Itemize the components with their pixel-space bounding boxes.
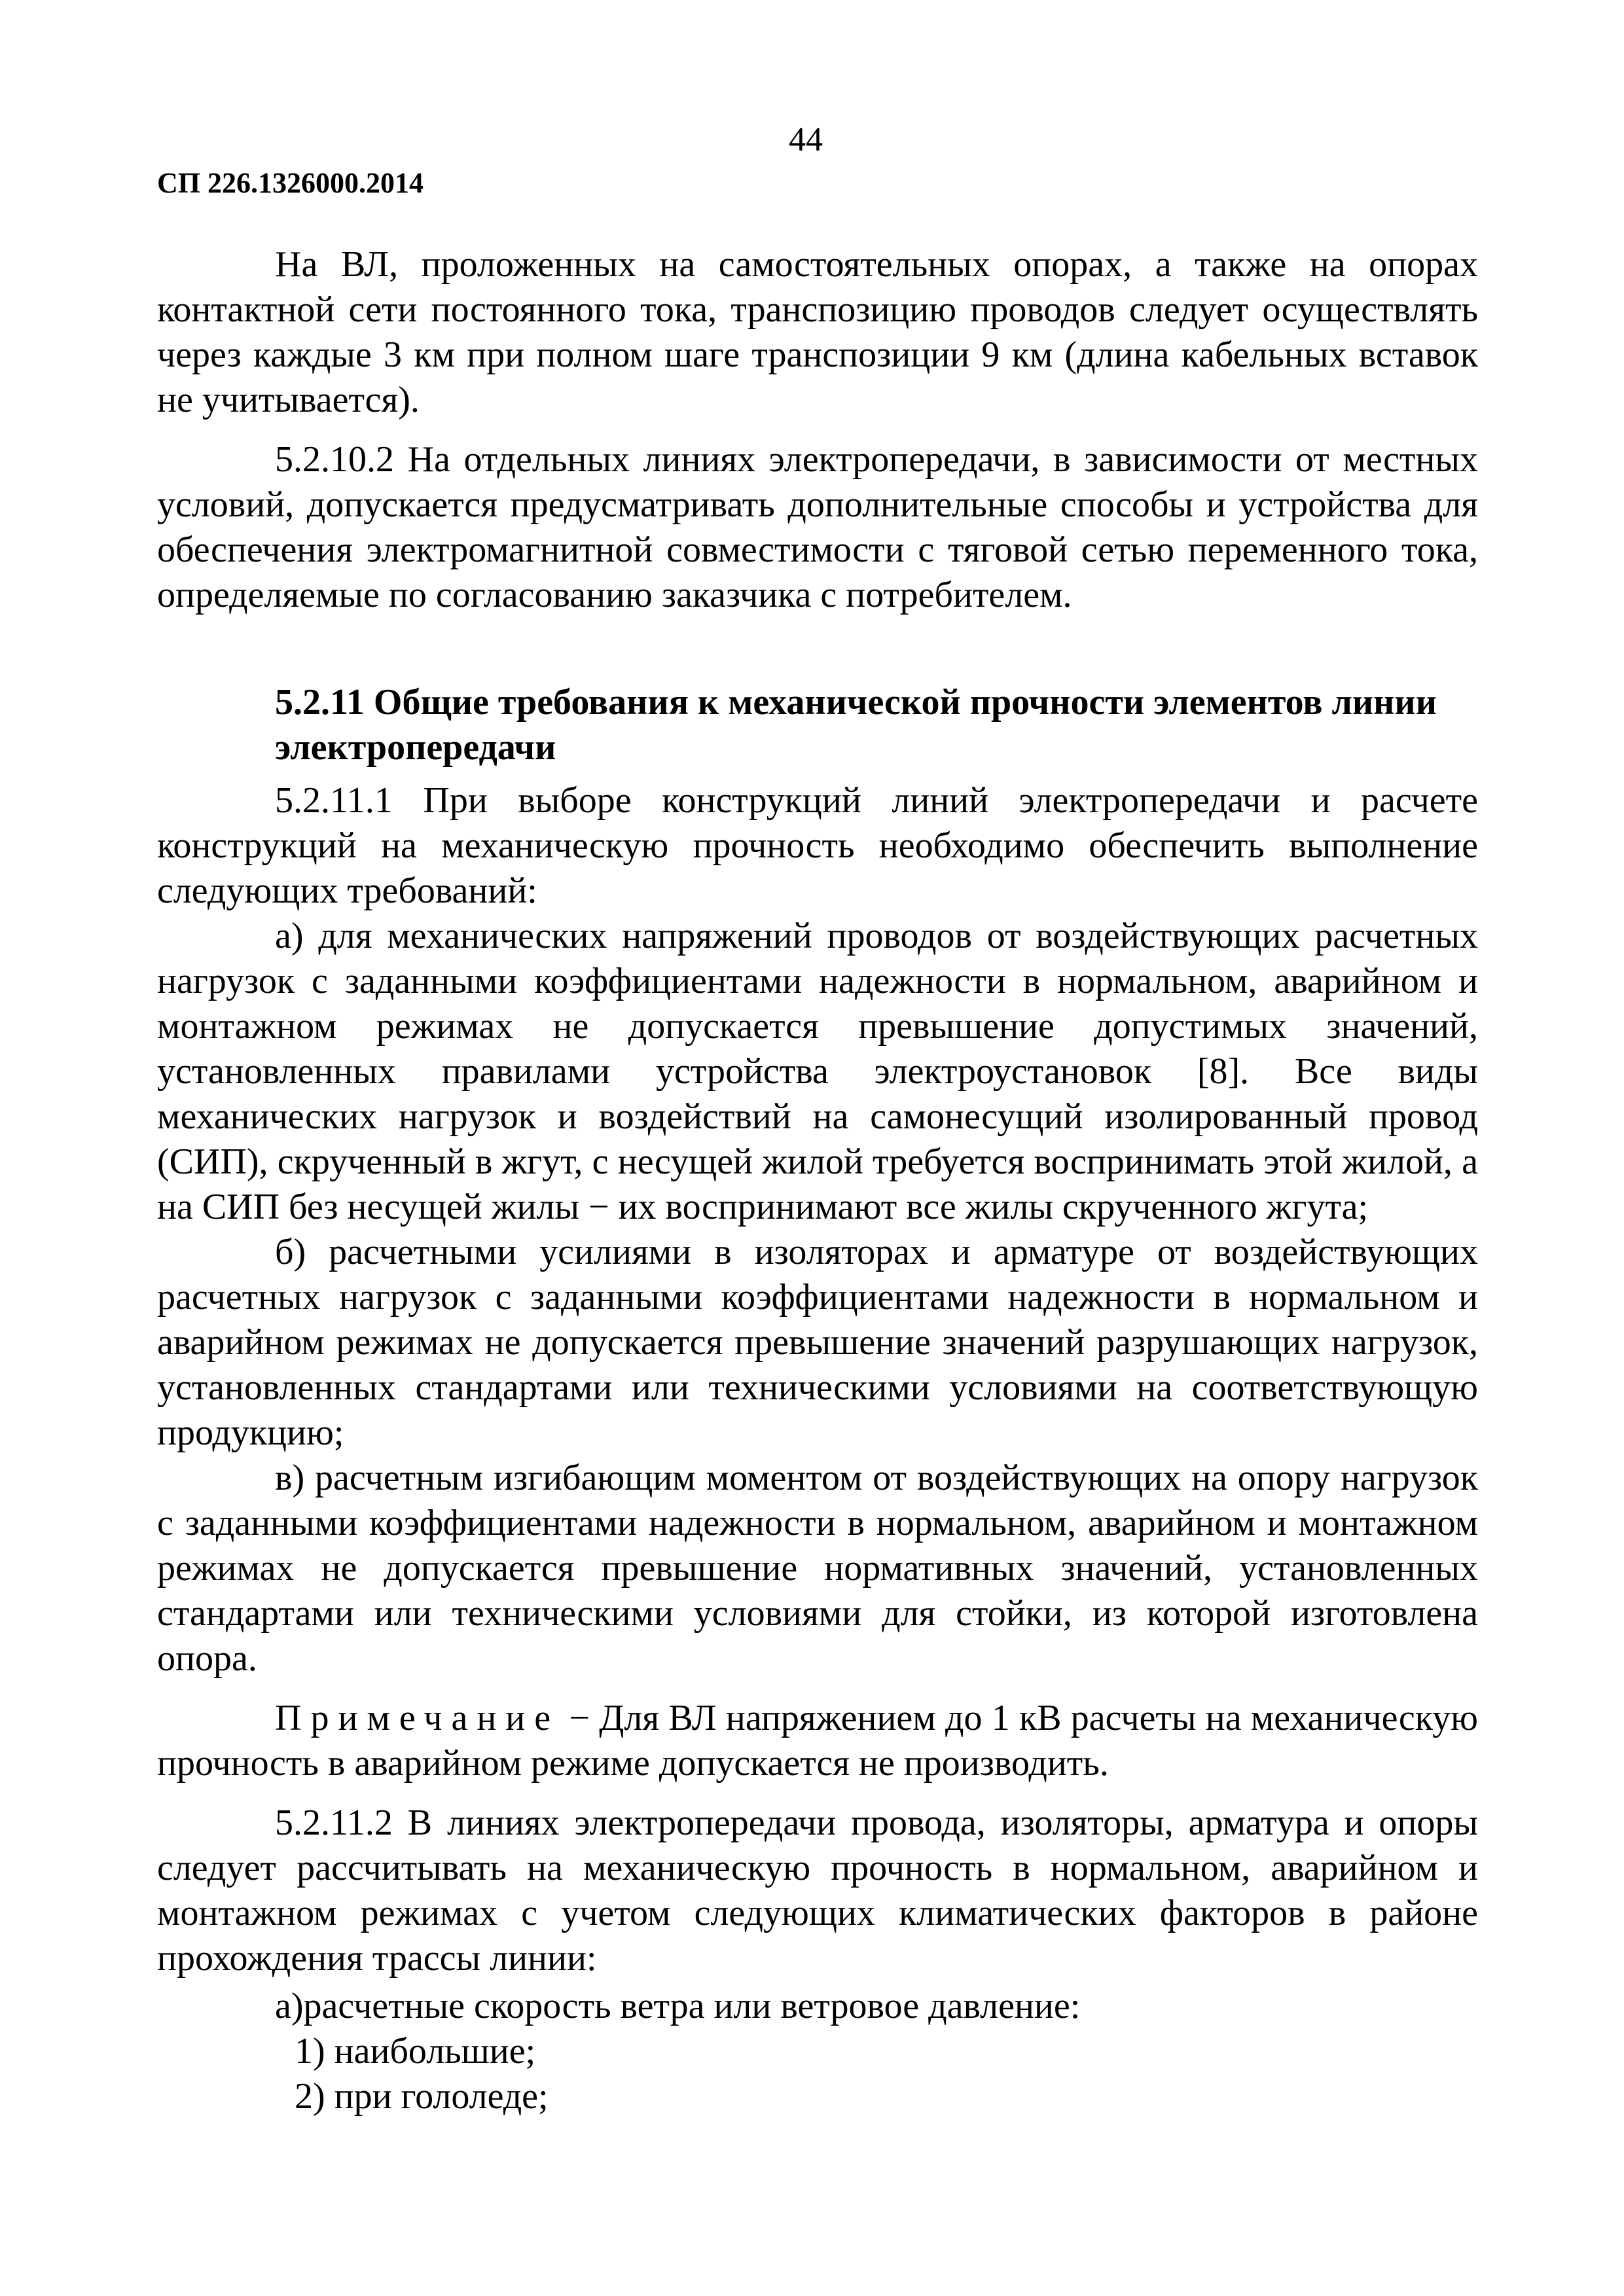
paragraph-5-2-10-2: 5.2.10.2 На отдельных линиях электропередачи, в зависимости от местных условий, допускается предусматривать дополнительные способы и устройства для обеспечения электромагнитной совместимости с тяговой сетью переменного тока, определяемые по согласованию заказчика с потребителем. — [157, 439, 1478, 615]
sub-item-1: 1) наибольшие; — [295, 2031, 536, 2072]
list-item-a: а) для механических напряжений проводов от воздействующих расчетных нагрузок с заданными коэффициентами надежности в нормальном, аварийном и монтажном режимах не допускается превышение допустимых значений, установленных правилами устройства электроустановок [8]. Все виды механических нагрузок и воздействий на самонесущий изолированный провод (СИП), скрученный в жгут, с несущей жилой требуется воспринимать этой жилой, а на СИП без несущей жилы − их воспринимают все жилы скрученного жгута; — [157, 916, 1478, 1227]
list-item-wind: а)расчетные скорость ветра или ветровое давление: — [275, 1986, 1081, 2026]
note-text: − Для ВЛ напряжением до 1 кВ расчеты на механическую прочность в аварийном режиме допускается не производить. — [157, 1698, 1478, 1784]
note-paragraph — [157, 1696, 1478, 1786]
document-body — [157, 242, 1478, 2119]
section-heading-5-2-11: 5.2.11 Общие требования к механической прочности элементов линии электропередачи — [275, 682, 1437, 768]
list-item-b: б) расчетными усилиями в изоляторах и арматуре от воздействующих расчетных нагрузок с заданными коэффициентами надежности в нормальном и аварийном режимах не допускается превышение значений разрушающих нагрузок, установленных стандартами или техническими условиями на соответствующую продукцию; — [157, 1232, 1478, 1453]
document-code: СП 226.1326000.2014 — [157, 167, 424, 199]
note-label: Примечание — [275, 1698, 560, 1738]
paragraph-5-2-11-2: 5.2.11.2 В линиях электропередачи провода, изоляторы, арматура и опоры следует рассчитывать на механическую прочность в нормальном, аварийном и монтажном режимах с учетом следующих климатических факторов в районе прохождения трассы линии: — [157, 1803, 1478, 1979]
list-item-c: в) расчетным изгибающим моментом от воздействующих на опору нагрузок с заданными коэффициентами надежности в нормальном, аварийном и монтажном режимах не допускается превышение нормативных значений, установленных стандартами или техническими условиями для стойки, из которой изготовлена опора. — [157, 1458, 1478, 1679]
sub-item-2: 2) при гололеде; — [295, 2076, 549, 2117]
paragraph-transposition: На ВЛ, проложенных на самостоятельных опорах, а также на опорах контактной сети постоянного тока, транспозицию проводов следует осуществлять через каждые 3 км при полном шаге транспозиции 9 км (длина кабельных вставок не учитывается). — [157, 244, 1478, 420]
paragraph-5-2-11-1: 5.2.11.1 При выборе конструкций линий электропередачи и расчете конструкций на механическую прочность необходимо обеспечить выполнение следующих требований: — [157, 780, 1478, 911]
page-number: 44 — [789, 121, 823, 158]
